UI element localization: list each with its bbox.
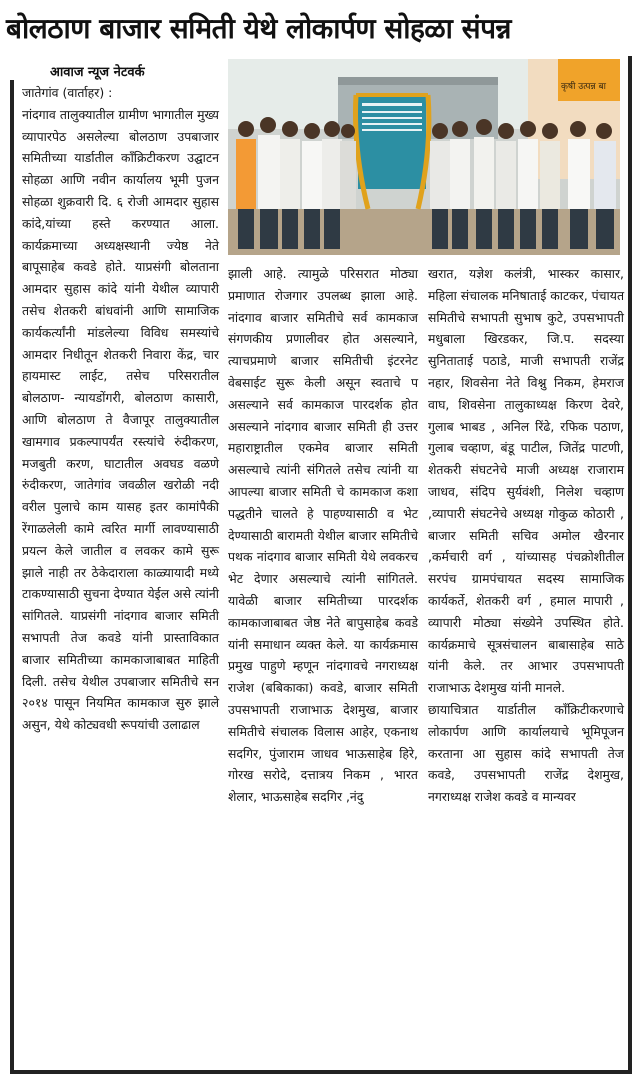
news-photo	[228, 59, 620, 255]
left-border-rule	[10, 80, 14, 1070]
right-border-rule	[628, 56, 632, 1074]
banner-text: कृषी उत्पन्न बा	[561, 82, 606, 92]
article-column-1: जातेगांव (वार्ताहर) : नांदगाव तालुक्यातील ग्रामीण भागातील मुख्य व्यापारपेठ असलेल्या बोलठाण उपबाजार समितीच्या यार्डातील कॉंक्रिटीकरण उद्घाटन सोहळा आणि नवीन कार्यालय भूमी पुजन सोहळा शुक्रवारी दि. ६ रोजी आमदार सुहास कांदे,यांच्या हस्ते करण्यात आला. कार्यक्रमाच्या अध्यक्षस्थानी ज्येष्ठ नेते बापूसाहेब कवडे होते. याप्रसंगी बोलताना आमदार सुहास कांदे यांनी येथील व्यापारी तसेच शेतकरी बांधवांनी आणि सामाजिक कार्यकर्त्यांनी मांडलेल्या विविध समस्यांचे आमदार निधीतून शेतकरी निवारा केंद्र, चार हायमास्ट लाईट, तसेच परिसरातील बोलठाण- न्यायडोंगरी, बोलठाण कासारी, आणि बोलठाण ते वैजापूर तालुक्यातील खामगाव प्रकल्पापर्यंत रस्त्यांचे रुंदीकरण, मजबुती करण, घाटातील अवघड वळणे रुंदीकरण, जातेगांव जवळील खरोळी नदी वरील पुलाचे काम यासह इतर कामांपैकी रेंगाळलेली कामे त्वरित मार्गी लावण्यासाठी प्रयत्न केले जातील व लवकर कामे सुरू झाले नाही तर ठेकेदाराला काळ्यायादी मध्ये टाकण्यासाठी सुचना देण्यात येईल असे त्यांनी सांगितले. याप्रसंगी नांदगाव बाजार समिती सभापती तेज कवडे यांनी प्रास्ताविकात बाजार समितीच्या कामकाजाबाबत माहिती दिली. तसेच येथील उपबाजार समितीचे सन २०१४ पासून नियमित कामकाज सुरु झाले असुन, येथे कोट्यवधी रूपयांची उलाढाल	[22, 85, 219, 733]
bottom-border-rule	[10, 1070, 632, 1074]
byline: आवाज न्यूज नेटवर्क	[50, 65, 145, 80]
article-column-2: झाली आहे. त्यामुळे परिसरात मोठ्या प्रमाणात रोजगार उपलब्ध झाला आहे. नांदगाव बाजार समितीचे सर्व कामकाज संगणकीय प्रणालीवर होत असल्याने, त्याचप्रमाणे बाजार समितीची इंटरनेट वेबसाईट सुरू केली असून स्वताचे प असल्याने सर्व कामकाज पारदर्शक होत असल्याने नांदगाव बाजार समिती ही उत्तर महाराष्ट्रातील एकमेव बाजार समिती असल्याचे त्यांनी संगितले तसेच त्यांनी या आपल्या बाजार समिती चे कामकाज कशा पद्धतीने चालते हे पाहण्यासाठी व भेट देण्यासाठी बारामती येथील बाजार समितीचे पथक नांदगाव बाजार समिती येथे लवकरच भेट देणार असल्याचे त्यांनी सांगितले. यावेळी बाजार समितीच्या पारदर्शक कामकाजाबाबत जेष्ठ नेते बापुसाहेब कवडे यांनी समाधान व्यक्त केले. या कार्यक्रमास प्रमुख पाहुणे म्हणून नांदगावचे नगराध्यक्ष राजेश (बबिकाका) कवडे, बाजार समिती उपसभापती राजाभाऊ देशमुख, बाजार समितीचे संचालक विलास आहेर, एकनाथ सदगिर, पुंजाराम जाधव भाऊसाहेब हिरे, गोरख सरोदे, दत्तात्रय निकम , भारत शेलार, भाऊसाहेब सदगिर ,नंदु	[228, 266, 418, 805]
news-photo-illustration	[228, 59, 620, 255]
headline: बोलठाण बाजार समिती येथे लोकार्पण सोहळा संपन्न	[6, 12, 511, 45]
article-column-3: खरात, यज्ञेश कलंत्री, भास्कर कासार, महिला संचालक मनिषाताई काटकर, पंचायत समितीचे सभापती सुभाष कुटे, उपसभापती मधुबाला खिरडकर, जि.प. सदस्या सुनिताताई पठाडे, माजी सभापती राजेंद्र नहार, शिवसेना नेते विश्नु निकम, हेमराज वाघ, शिवसेना तालुकाध्यक्ष किरण देवरे, गुलाब भाबड , अनिल रिंढे, रफिक पठाण, गुलाब चव्हाण, बंडू पाटील, जितेंद्र पाटणी, शेतकरी संघटनेचे माजी अध्यक्ष राजाराम जाधव, संदिप सुर्यवंशी, निलेश चव्हाण ,व्यापारी संघटनेचे अध्यक्ष गोकुळ कोठारी , बाजार समिती सचिव अमोल खैरनार ,कर्मचारी वर्ग , यांच्यासह पंचक्रोशीतील सरपंच ग्रामपंचायत सदस्य सामाजिक कार्यकर्ते, शेतकरी वर्ग , हमाल मापारी , व्यापारी मोठ्या संख्येने उपस्थित होते. कार्यक्रमाचे सूत्रसंचालन बाबासाहेब साठे यांनी केले. तर आभार उपसभापती राजाभाऊ देशमुख यांनी मानले. छायाचित्रात यार्डातील कॉंक्रिटीकरणाचे लोकार्पण आणि कार्यालयाचे भूमिपूजन करताना आ सुहास कांदे सभापती तेज कवडे, उपसभापती राजेंद्र देशमुख, नगराध्यक्ष राजेश कवडे व मान्यवर	[428, 266, 625, 805]
